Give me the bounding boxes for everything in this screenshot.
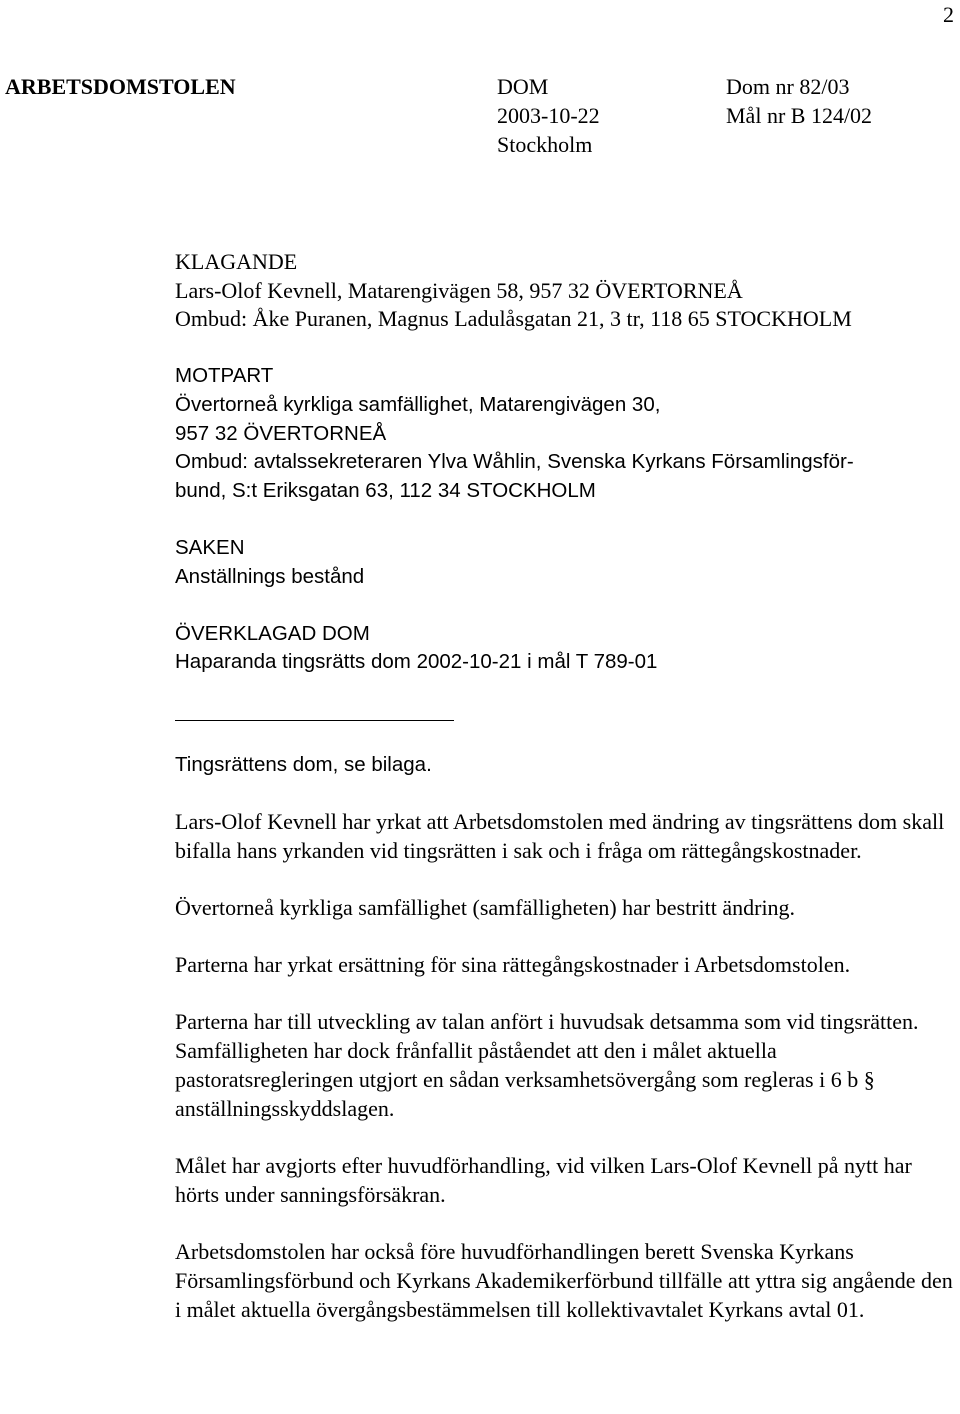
paragraph: Tingsrättens dom, se bilaga. [175,752,432,776]
court-name: ARBETSDOMSTOLEN [5,74,236,99]
section-line: Lars-Olof Kevnell, Matarengivägen 58, 957 32 ÖVERTORNEÅ [175,277,743,303]
paragraph: Arbetsdomstolen har också före huvudförhandlingen berett Svenska Kyrkans Församlingsförbund och Kyrkans Akademikerförbund tillfälle att yttra sig angående den i målet aktuella övergångsbestämmelsen till kollektivavtalet Kyrkans avtal 01. [175,1238,953,1322]
paragraph: Lars-Olof Kevnell har yrkat att Arbetsdomstolen med ändring av tingsrättens dom skall bifalla hans yrkanden vid tingsrätten i sak och i fråga om rättegångskostnader. [175,808,945,863]
section-line: Ombud: Åke Puranen, Magnus Ladulåsgatan 21, 3 tr, 118 65 STOCKHOLM [175,306,852,332]
paragraph: Parterna har till utveckling av talan anfört i huvudsak detsamma som vid tingsrätten. Samfälligheten har dock frånfallit påståendet att den i målet aktuella pastoratsregleringen utgjort en sådan verksamhetsövergång som regleras i 6 b § anställningsskyddslagen. [175,1008,919,1121]
judgment-number: Dom nr 82/03 [726,74,850,99]
paragraph: Parterna har yrkat ersättning för sina rättegångskostnader i Arbetsdomstolen. [175,951,851,977]
section-line: bund, S:t Eriksgatan 63, 112 34 STOCKHOLM [175,478,596,502]
case-number: Mål nr B 124/02 [726,103,873,128]
section-heading: MOTPART [175,364,274,388]
section-line: 957 32 ÖVERTORNEÅ [175,421,387,445]
document-body [175,248,955,1352]
appealed-judgment-section [175,620,955,677]
section-heading: KLAGANDE [175,249,298,274]
page-number: 2 [943,2,954,27]
respondent-section [175,362,955,505]
section-line: Ombud: avtalssekreteraren Ylva Wåhlin, Svenska Kyrkans Församlingsför- [175,450,854,474]
section-heading: SAKEN [175,535,245,559]
paragraph: Övertorneå kyrkliga samfällighet (samfälligheten) har bestritt ändring. [175,894,796,920]
section-heading: ÖVERKLAGAD DOM [175,621,370,645]
header-right [726,72,872,130]
section-line: Övertorneå kyrkliga samfällighet, Matarengivägen 30, [175,392,661,416]
paragraph: Målet har avgjorts efter huvudförhandling, vid vilken Lars-Olof Kevnell på nytt har hörts under sanningsförsäkran. [175,1152,912,1207]
document-type: DOM [497,74,549,99]
section-line: Anställnings bestånd [175,564,365,588]
section-line: Haparanda tingsrätts dom 2002-10-21 i mål T 789-01 [175,650,658,674]
judgment-date: 2003-10-22 [497,103,600,128]
subject-section [175,534,955,591]
appellant-section [175,248,955,334]
judgment-place: Stockholm [497,132,593,157]
header-middle [497,72,600,159]
separator-line [175,720,454,721]
